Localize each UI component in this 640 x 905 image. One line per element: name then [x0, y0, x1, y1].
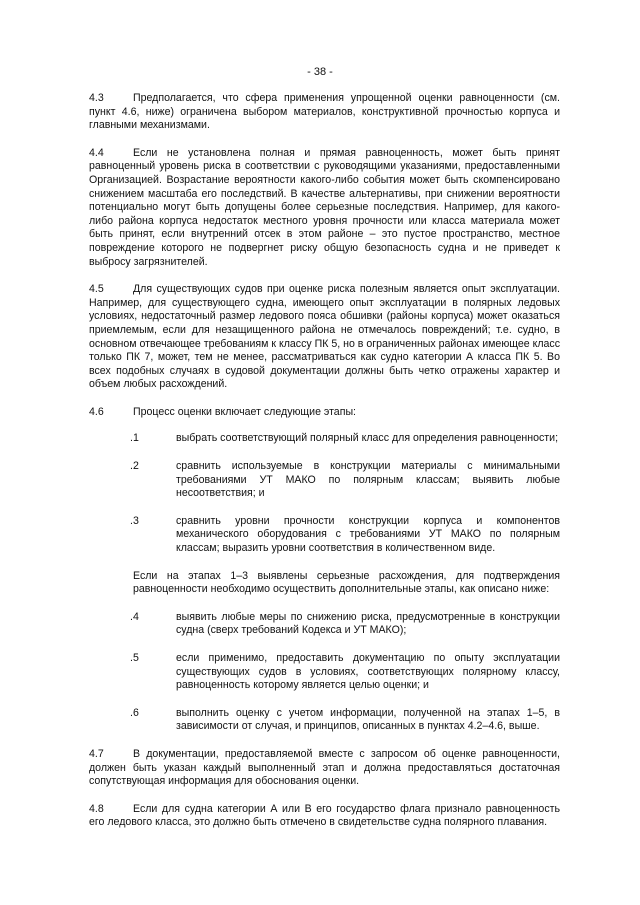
- paragraph-number: 4.4: [89, 146, 104, 159]
- step-item: [89, 460, 560, 501]
- step-number: .4: [130, 610, 139, 623]
- paragraph-text: Если не установлена полная и прямая равноценность, может быть принят равноценный уровень риска в соответствии с руководящими указаниями, предоставленными Организацией. Возрастание вероятности какого-либо события может быть скомпенсировано снижением масштаба его последствий. В качестве альтернативы, при снижении вероятности потенциально могут быть допущены более серьезные последствия. Например, для какого-либо района корпуса недостаток местного уровня прочности или класса материала может быть принят, если внутренний отсек в этом районе – это пустое пространство, местное повреждение которого не подвергнет риску общую безопасность судна и не приведет к выбросу загрязнителей.: [89, 146, 560, 268]
- step-item: [89, 652, 560, 693]
- paragraph-number: 4.8: [89, 802, 104, 815]
- paragraph-4-8: [89, 803, 560, 830]
- step-text: выбрать соответствующий полярный класс для определения равноценности;: [176, 432, 559, 445]
- step-number: .1: [130, 432, 139, 445]
- intermediate-text: Если на этапах 1–3 выявлены серьезные расхождения, для подтверждения равноценности необходимо осуществить дополнительные этапы, как описано ниже:: [133, 569, 560, 596]
- paragraph-number: 4.6: [89, 405, 104, 418]
- paragraph-4-5: [89, 283, 560, 392]
- step-item: [89, 432, 560, 446]
- paragraph-text: В документации, предоставляемой вместе с запросом об оценке равноценности, должен быть указан каждый выполненный этап и должна предоставляться достаточная сопутствующая информация для обоснования оценки.: [89, 747, 560, 788]
- paragraph-4-3: [89, 92, 560, 133]
- document-body: [89, 92, 560, 844]
- step-number: .3: [130, 514, 139, 527]
- step-number: .6: [130, 706, 139, 719]
- step-item: [89, 707, 560, 734]
- step-number: .2: [130, 460, 139, 473]
- page-number: - 38 -: [307, 66, 333, 78]
- step-number: .5: [130, 652, 139, 664]
- step-item: [89, 611, 560, 638]
- paragraph-number: 4.5: [89, 283, 104, 296]
- paragraph-text: Процесс оценки включает следующие этапы:: [133, 405, 356, 418]
- step-text: сравнить используемые в конструкции материалы с минимальными требованиями УТ МАКО по полярным классам; выявить любые несоответствия; и: [176, 460, 560, 500]
- paragraph-text: Для существующих судов при оценке риска полезным является опыт эксплуатации. Например, для существующего судна, имеющего опыт эксплуатации в полярных ледовых условиях, недостаточный размер ледового пояса обшивки (районы корпуса) может оказаться приемлемым, если для незащищенного района не отмечалось повреждений; т.е. судно, в основном отвечающее требованиям к классу ПК 5, но в ограниченных районах имеющее класс только ПК 7, может, тем не менее, рассматриваться как судно категории А класса ПК 5. Во всех подобных случаях в судовой документации должны быть четко отражены характер и объем любых расхождений.: [89, 283, 561, 391]
- paragraph-text: Предполагается, что сфера применения упрощенной оценки равноценности (см. пункт 4.6, ниже) ограничена выбором материалов, конструктивной прочностью корпуса и главными механизмами.: [89, 92, 560, 132]
- paragraph-number: 4.3: [89, 92, 104, 104]
- paragraph-4-6-heading: [89, 406, 560, 420]
- paragraph-4-7: [89, 748, 560, 789]
- paragraph-4-4: [89, 147, 560, 269]
- paragraph-text: Если для судна категории А или В его государство флага признало равноценность его ледового класса, это должно быть отмечено в свидетельстве судна полярного плавания.: [89, 802, 560, 829]
- step-text: выявить любые меры по снижению риска, предусмотренные в конструкции судна (сверх требований Кодекса и УТ МАКО);: [176, 610, 560, 637]
- step-text: если применимо, предоставить документацию по опыту эксплуатации существующих судов в условиях, соответствующих полярному классу, равноценность которому является целью оценки; и: [176, 652, 560, 692]
- paragraph-number: 4.7: [89, 747, 104, 760]
- step-item: [89, 515, 560, 556]
- step-text: сравнить уровни прочности конструкции корпуса и компонентов механического оборудования с требованиями УТ МАКО по полярным классам; выразить уровни соответствия в количественном виде.: [176, 514, 560, 555]
- step-text: выполнить оценку с учетом информации, полученной на этапах 1–5, в зависимости от случая, и принципов, описанных в пунктах 4.2–4.6, выше.: [176, 706, 560, 733]
